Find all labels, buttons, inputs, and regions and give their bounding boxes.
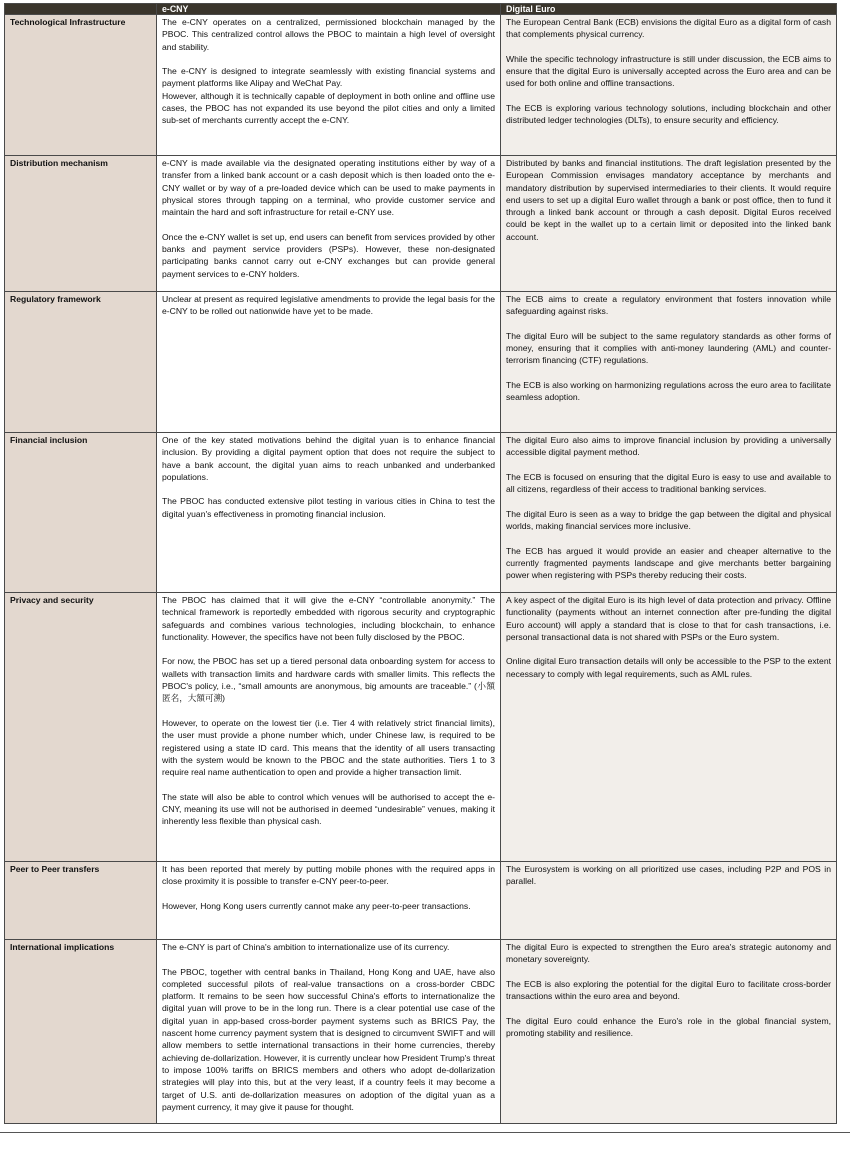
paragraph: However, to operate on the lowest tier (i.e. Tier 4 with relatively strict financial limits), the user must provide a phone number which, under Chinese law, is required to be registered using a state ID card. This means that the identity of all users transacting with the system would be known to the PBOC and the state authorities. Tiers 1 to 3 require real name authentication to open and provide a higher transaction limit. [162, 717, 495, 778]
digital-euro-cell [501, 862, 837, 940]
paragraph: The ECB has argued it would provide an easier and cheaper alternative to the currently fragmented payments landscape and give merchants better bargaining power when registering with PSPs thereby reducing their costs. [506, 545, 831, 581]
table-row [5, 15, 837, 156]
digital-euro-cell [501, 156, 837, 292]
digital-euro-cell [501, 292, 837, 433]
row-topic: Financial inclusion [5, 433, 157, 593]
paragraph: The digital Euro is seen as a way to bridge the gap between the digital and physical worlds, making financial services more inclusive. [506, 508, 831, 532]
digital-euro-cell [501, 433, 837, 593]
paragraph: The PBOC has conducted extensive pilot testing in various cities in China to test the digital yuan's effectiveness in promoting financial inclusion. [162, 496, 495, 519]
paragraph: However, Hong Kong users currently cannot make any peer-to-peer transactions. [162, 900, 471, 911]
header-row [5, 4, 837, 15]
row-topic: Regulatory framework [5, 292, 157, 433]
ecny-cell [157, 292, 501, 433]
paragraph: The ECB is also exploring the potential for the digital Euro to facilitate cross-border transactions within the euro area and beyond. [506, 978, 831, 1002]
digital-euro-cell [501, 15, 837, 156]
ecny-cell [157, 593, 501, 862]
paragraph: The PBOC has claimed that it will give the e-CNY “controllable anonymity.” The technical framework is reportedly embedded with rigorous security and cryptographic safeguards and combines various technologies, including blockchain, to enhance functionality. However, the specifics have not been fully disclosed by the PBOC. [162, 595, 495, 642]
footer-rule [0, 1132, 850, 1133]
paragraph: The PBOC, together with central banks in Thailand, Hong Kong and UAE, have also completed successful pilots of real-value transactions on a cross-border CBDC platform. It remains to be seen how successful China's efforts to internationalize the digital yuan will prove to be in the long run. There is a clear potential use case of the digital yuan in app-based cross-border payment systems such as BRICS Pay, the nascent home currency payment system that is designed to circumvent SWIFT and will allow members to settle international transactions in their home currencies, thereby achieving de-dollarization. However, it is currently unclear how President Trump's threat to impose 100% tariffs on BRICS members and others who adopt de-dollarization strategies will play into this, but at the very least, if a country feels it may become a target of U.S. anti de-dollarization measures on adoption of the digital yuan as a payment currency, it may give it pause for thought. [162, 966, 495, 1112]
header-digital-euro: Digital Euro [501, 4, 837, 15]
paragraph: The European Central Bank (ECB) envisions the digital Euro as a digital form of cash that complements physical currency. [506, 17, 831, 40]
ecny-cell [157, 433, 501, 593]
ecny-cell [157, 940, 501, 1124]
ecny-cell [157, 156, 501, 292]
paragraph: A key aspect of the digital Euro is its high level of data protection and privacy. Offline functionality (payments without an internet connection after pre-funding the digital Euro account) will apply a standard that is close to that for cash transactions, i.e. personal transactional data is not shared with PSPs or the Euro system. [506, 595, 831, 642]
paragraph: For now, the PBOC has set up a tiered personal data onboarding system for access to wallets with transaction limits and hardware cards with smaller limits. This reflects the PBOC's policy, i.e., “small amounts are anonymous, big amounts are traceable.” (小額匿名，大額可溯) [162, 656, 495, 704]
paragraph: The e-CNY operates on a centralized, permissioned blockchain managed by the PBOC. This centralized control allows the PBOC to maintain a high level of oversight and stability. [162, 17, 495, 52]
digital-euro-cell [501, 593, 837, 862]
table-row [5, 940, 837, 1124]
paragraph: While the specific technology infrastructure is still under discussion, the ECB aims to ensure that the digital Euro is universally accepted across the Euro area and can be used for both online and offline transactions. [506, 53, 831, 89]
paragraph: The state will also be able to control which venues will be authorised to accept the e-CNY, meaning its use will not be authorised in deemed “undesirable” venues, making it inherently less flexible than physical cash. [162, 791, 495, 827]
paragraph: The ECB is also working on harmonizing regulations across the euro area to facilitate seamless adoption. [506, 380, 831, 403]
table-row [5, 292, 837, 433]
row-topic: Peer to Peer transfers [5, 862, 157, 940]
paragraph: Distributed by banks and financial institutions. The draft legislation presented by the European Commission envisages mandatory acceptance by merchants and mandatory distribution by supervised intermediaries to their clients. It would require end users to set up a digital Euro wallet through a bank or post office, then to fund it through a linked bank account or through a cash deposit. Digital Euros received could be kept in the wallet up to a certain limit or deposited into the linked bank account. [506, 158, 831, 242]
digital-euro-cell [501, 940, 837, 1124]
ecny-cell [157, 15, 501, 156]
paragraph: e-CNY is made available via the designated operating institutions either by way of a transfer from a linked bank account or a cash deposit which is then loaded onto the e-CNY wallet or by way of a pre-loaded device which can be used to make payments in physical stores through tapping on a terminal, who provide customer service and maintain the hard and soft infrastructure for retail e-CNY use. [162, 158, 495, 218]
header-topic [5, 4, 157, 15]
ecny-cell [157, 862, 501, 940]
paragraph: The e-CNY is part of China's ambition to internationalize use of its currency. [162, 942, 450, 952]
table-row [5, 433, 837, 593]
paragraph: The ECB is exploring various technology solutions, including blockchain and other distributed ledger technologies (DLTs), to ensure security and efficiency. [506, 103, 831, 126]
paragraph: The digital Euro is expected to strengthen the Euro area's strategic autonomy and monetary sovereignty. [506, 942, 831, 965]
comparison-table [4, 3, 837, 1124]
row-topic: International implications [5, 940, 157, 1124]
paragraph: Once the e-CNY wallet is set up, end users can benefit from services provided by other banks and payment service providers (PSPs). However, these non-designated participating banks cannot carry out e-CNY exchanges but can provide general payment services to e-CNY holders. [162, 231, 495, 279]
paragraph: The digital Euro will be subject to the same regulatory standards as other forms of money, ensuring that it complies with anti-money laundering (AML) and counter-terrorism financing (CTF) regulations. [506, 330, 831, 366]
row-topic: Technological Infrastructure [5, 15, 157, 156]
paragraph: Unclear at present as required legislative amendments to provide the legal basis for the e-CNY to be rolled out nationwide have yet to be made. [162, 294, 495, 317]
row-topic: Privacy and security [5, 593, 157, 862]
table-row [5, 593, 837, 862]
paragraph: The ECB is focused on ensuring that the digital Euro is easy to use and available to all citizens, regardless of their access to traditional banking services. [506, 471, 831, 495]
paragraph: The digital Euro could enhance the Euro's role in the global financial system, promoting stability and resilience. [506, 1015, 831, 1039]
table-row [5, 862, 837, 940]
paragraph: Online digital Euro transaction details will only be accessible to the PSP to the extent necessary to comply with legal requirements, such as AML rules. [506, 656, 831, 679]
table-row [5, 156, 837, 292]
paragraph: The Eurosystem is working on all prioritized use cases, including P2P and POS in parallel. [506, 864, 831, 887]
paragraph: The digital Euro also aims to improve financial inclusion by providing a universally accessible digital payment method. [506, 435, 831, 458]
header-ecny: e-CNY [157, 4, 501, 15]
paragraph: One of the key stated motivations behind the digital yuan is to enhance financial inclusion. By providing a digital payment option that does not require the subject to have a bank account, the digital yuan aims to reach unbanked and underbanked populations. [162, 435, 495, 482]
paragraph: The e-CNY is designed to integrate seamlessly with existing financial systems and payment platforms like Alipay and WeChat Pay. However, although it is technically capable of deployment in both online and offline use cases, the PBOC has not expanded its use beyond the pilot cities and only a limited sub-set of merchants currently accept the e-CNY. [162, 66, 495, 126]
paragraph: The ECB aims to create a regulatory environment that fosters innovation while safeguarding against risks. [506, 294, 831, 317]
paragraph: It has been reported that merely by putting mobile phones with the required apps in close proximity it is possible to transfer e-CNY peer-to-peer. [162, 864, 495, 887]
row-topic: Distribution mechanism [5, 156, 157, 292]
